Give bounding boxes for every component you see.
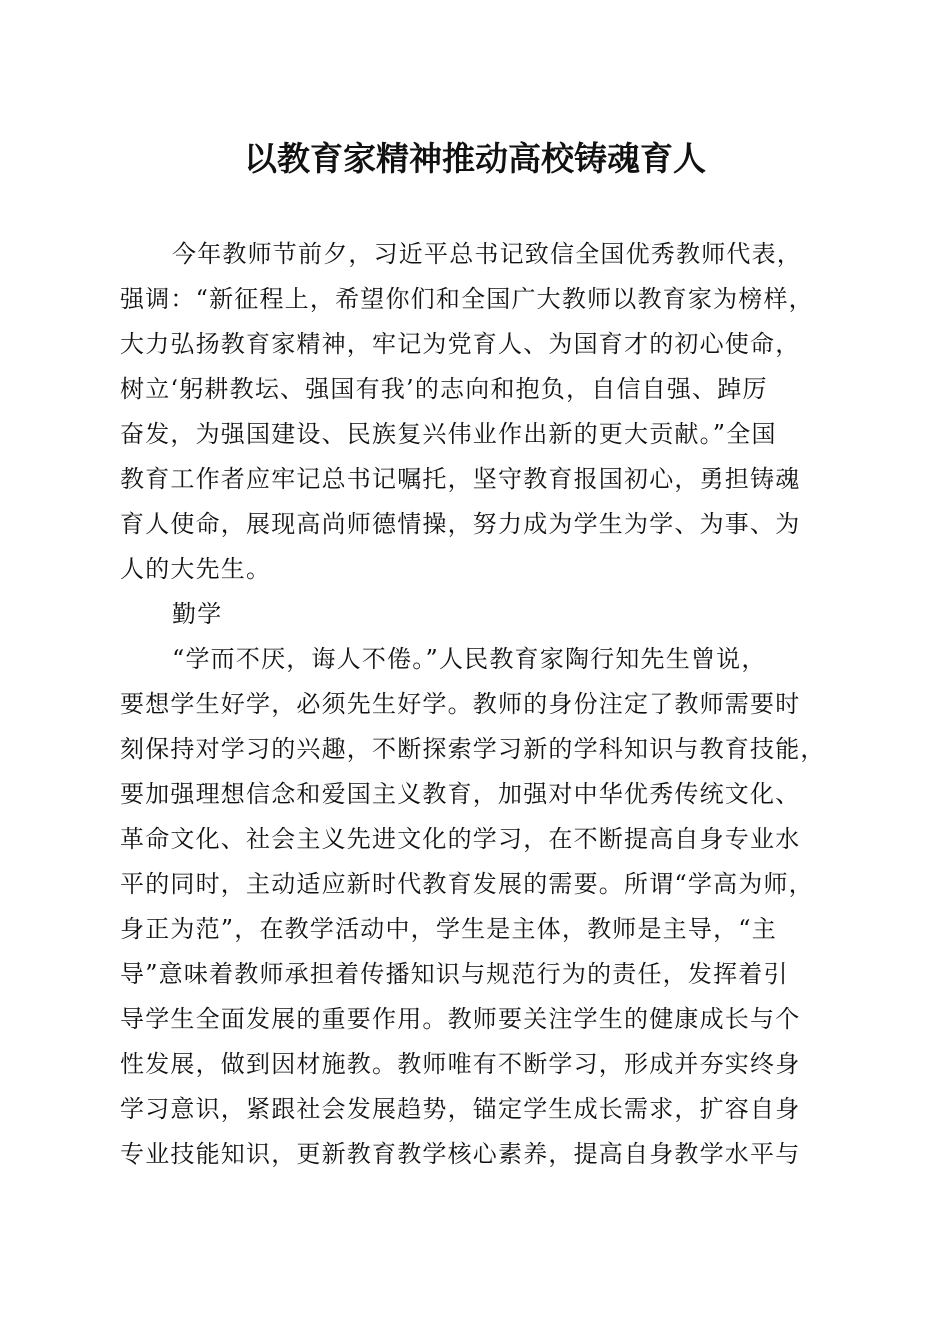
paragraph-line: 要想学生好学，必须先生好学。教师的身份注定了教师需要时 bbox=[120, 690, 801, 718]
paragraph-line: “学而不厌，诲人不倦。”人民教育家陶行知先生曾说， bbox=[172, 645, 767, 673]
document-body bbox=[120, 232, 840, 1177]
paragraph-line: 今年教师节前夕，习近平总书记致信全国优秀教师代表， bbox=[172, 240, 802, 268]
paragraph-line: 树立‘躬耕教坛、强国有我’的志向和抱负，自信自强、踔厉 bbox=[120, 375, 768, 403]
paragraph-line: 刻保持对学习的兴趣，不断探索学习新的学科知识与教育技能， bbox=[120, 735, 826, 763]
page-title: 以教育家精神推动高校铸魂育人 bbox=[244, 139, 706, 178]
paragraph-line: 大力弘扬教育家精神，牢记为党育人、为国育才的初心使命， bbox=[120, 330, 801, 358]
paragraph-line: 要加强理想信念和爱国主义教育，加强对中华优秀传统文化、 bbox=[120, 780, 801, 808]
paragraph-line: 育人使命，展现高尚师德情操，努力成为学生为学、为事、为 bbox=[120, 510, 801, 538]
section-heading: 勤学 bbox=[172, 600, 223, 628]
paragraph-line: 教育工作者应牢记总书记嘱托，坚守教育报国初心，勇担铸魂 bbox=[120, 465, 801, 493]
paragraph-study bbox=[120, 637, 840, 1177]
paragraph-line: 奋发，为强国建设、民族复兴伟业作出新的更大贡献。”全国 bbox=[120, 420, 777, 448]
paragraph-line: 平的同时，主动适应新时代教育发展的需要。所谓“学高为师， bbox=[120, 870, 814, 898]
paragraph-line: 身正为范”，在教学活动中，学生是主体，教师是主导，“主 bbox=[120, 915, 777, 943]
paragraph-line: 专业技能知识，更新教育教学核心素养，提高自身教学水平与 bbox=[120, 1140, 801, 1168]
paragraph-line: 导学生全面发展的重要作用。教师要关注学生的健康成长与个 bbox=[120, 1005, 801, 1033]
paragraph-line: 导”意味着教师承担着传播知识与规范行为的责任，发挥着引 bbox=[120, 960, 789, 988]
paragraph-intro bbox=[120, 232, 840, 592]
paragraph-line: 强调：“新征程上，希望你们和全国广大教师以教育家为榜样， bbox=[120, 285, 814, 313]
paragraph-line: 性发展，做到因材施教。教师唯有不断学习，形成并夯实终身 bbox=[120, 1050, 801, 1078]
paragraph-line: 人的大先生。 bbox=[120, 555, 272, 583]
paragraph-line: 革命文化、社会主义先进文化的学习，在不断提高自身专业水 bbox=[120, 825, 801, 853]
paragraph-line: 学习意识，紧跟社会发展趋势，锚定学生成长需求，扩容自身 bbox=[120, 1095, 801, 1123]
